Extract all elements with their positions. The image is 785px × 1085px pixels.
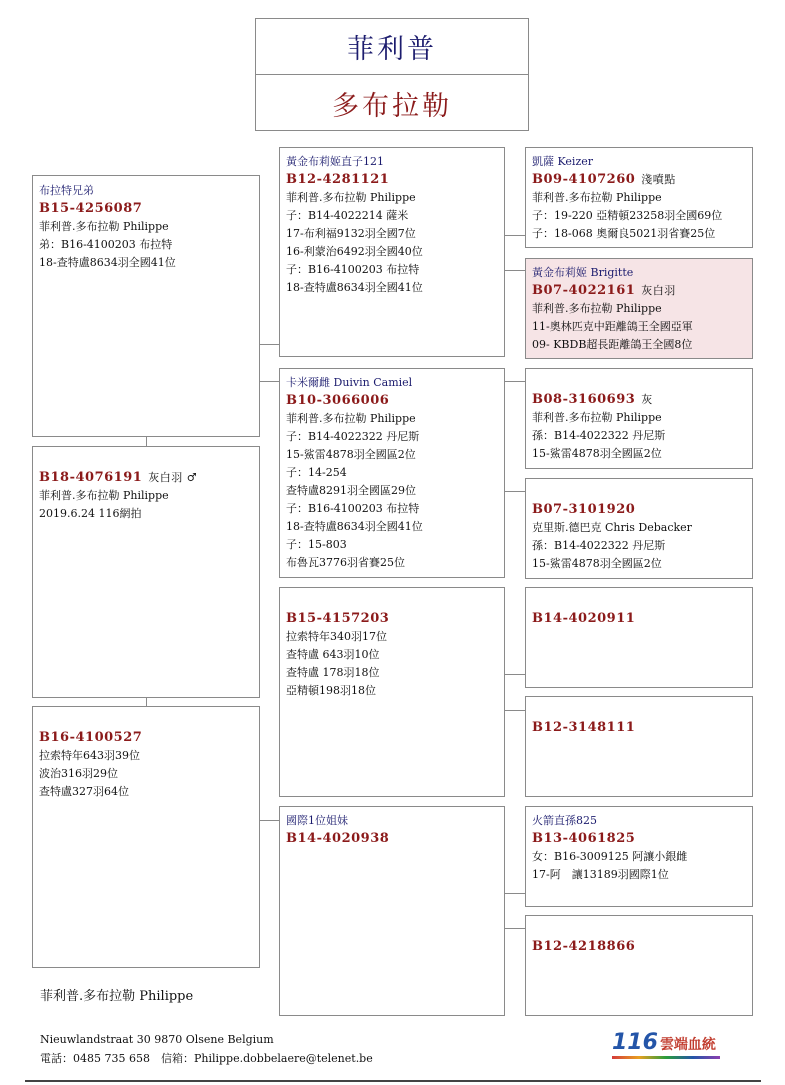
- sire-dam-line: 布魯瓦3776羽省賽25位: [286, 556, 405, 569]
- sire-dam-line: 菲利普.多布拉勒 Philippe: [286, 412, 416, 425]
- sire-line: 17-布利福9132羽全國7位: [286, 227, 416, 240]
- sibling-line: 弟：B16-4100203 布拉特: [39, 238, 173, 251]
- sire-dam-line: 子：B16-4100203 布拉特: [286, 502, 420, 515]
- dam-sire-ring: B15-4157203: [286, 611, 390, 626]
- sire-label: 黃金布莉姬直子121: [286, 155, 384, 168]
- grand-ring-number: B09-4107260: [532, 172, 636, 187]
- sire-dam-line: 子：14-254: [286, 466, 347, 479]
- sire-dam-line: 18-查特盧8634羽全國41位: [286, 520, 423, 533]
- connector-line: [505, 710, 525, 711]
- connector-line: [505, 928, 525, 929]
- title-box: [255, 18, 529, 131]
- grand-box-3: [525, 368, 753, 469]
- grand-line: 孫：B14-4022322 丹尼斯: [532, 429, 666, 442]
- sire-line: 18-查特盧8634羽全國41位: [286, 281, 423, 294]
- connector-line: [505, 491, 525, 492]
- subject-line: 菲利普.多布拉勒 Philippe: [39, 489, 169, 502]
- contact: 電話：0485 735 658 信箱：Philippe.dobbelaere@telenet.be: [40, 1052, 373, 1065]
- dam-box: [32, 706, 260, 968]
- grand-ring: B07-3101920: [532, 502, 636, 517]
- grand-line: 孫：B14-4022322 丹尼斯: [532, 539, 666, 552]
- connector-line: [146, 698, 147, 706]
- sibling-box: [32, 175, 260, 437]
- logo-underline: [612, 1056, 720, 1059]
- subject-box: [32, 446, 260, 698]
- sire-dam-label: 卡米爾雌 Duivin Camiel: [286, 376, 413, 389]
- sire-line: 子：B14-4022214 薩米: [286, 209, 409, 222]
- dam-line: 波治316羽29位: [39, 767, 118, 780]
- sibling-label: 布拉特兄弟: [39, 184, 94, 197]
- logo-number: 116: [612, 1030, 658, 1055]
- sire-dam-line: 15-鯊雷4878羽全國區2位: [286, 448, 416, 461]
- grand-line: 17-阿 讓13189羽國際1位: [532, 868, 669, 881]
- grand-line: 克里斯.德巴克 Chris Debacker: [532, 521, 692, 534]
- dam-sire-box: [279, 587, 505, 797]
- sire-dam-box: [279, 368, 505, 578]
- title-top: 菲利普: [256, 19, 528, 75]
- dam-sire-line: 查特盧 178羽18位: [286, 666, 380, 679]
- grand-box-8: [525, 915, 753, 1016]
- grand-ring-number: B07-4022161: [532, 283, 636, 298]
- owner-name: 菲利普.多布拉勒 Philippe: [40, 989, 194, 1004]
- grand-box-2: [525, 258, 753, 359]
- grand-label: 凱薩 Keizer: [532, 155, 594, 168]
- dam-sire-line: 亞精頓198羽18位: [286, 684, 376, 697]
- grand-line: 15-鯊雷4878羽全國區2位: [532, 557, 662, 570]
- grand-ring-number: B08-3160693: [532, 392, 636, 407]
- grand-box-7: [525, 806, 753, 907]
- sire-dam-line: 子：B14-4022322 丹尼斯: [286, 430, 420, 443]
- sire-dam-ring: B10-3066006: [286, 393, 390, 408]
- sibling-line: 18-查特盧8634羽全國41位: [39, 256, 176, 269]
- subject-suffix: 灰白羽 ♂: [148, 471, 198, 484]
- grand-line: 菲利普.多布拉勒 Philippe: [532, 411, 662, 424]
- address: Nieuwlandstraat 30 9870 Olsene Belgium: [40, 1033, 274, 1046]
- connector-line: [146, 437, 147, 446]
- grand-ring: [532, 391, 746, 409]
- subject-line: 2019.6.24 116網拍: [39, 507, 142, 520]
- dam-sire-line: 查特盧 643羽10位: [286, 648, 380, 661]
- dam-line: 查特盧327羽64位: [39, 785, 129, 798]
- connector-line: [260, 381, 279, 382]
- subject-ring: [39, 469, 253, 487]
- subject-ring-number: B18-4076191: [39, 470, 143, 485]
- connector-line: [260, 344, 279, 345]
- connector-line: [505, 893, 525, 894]
- sire-dam-line: 子：15-803: [286, 538, 347, 551]
- sire-dam-line: 查特盧8291羽全國區29位: [286, 484, 416, 497]
- dam-dam-box: [279, 806, 505, 1016]
- sire-line: 16-利蒙治6492羽全國40位: [286, 245, 423, 258]
- grand-label: 黃金布莉姬 Brigitte: [532, 266, 634, 279]
- connector-line: [260, 820, 279, 821]
- grand-line: 女：B16-3009125 阿讓小銀雌: [532, 850, 688, 863]
- sire-line: 菲利普.多布拉勒 Philippe: [286, 191, 416, 204]
- grand-box-1: [525, 147, 753, 248]
- grand-ring: [532, 282, 746, 300]
- grand-ring: B12-4218866: [532, 939, 636, 954]
- grand-ring: B14-4020911: [532, 611, 636, 626]
- grand-label: 火箭直孫825: [532, 814, 597, 827]
- logo-text: 雲端血統: [659, 1037, 716, 1053]
- dam-ring: B16-4100527: [39, 730, 143, 745]
- grand-ring: B12-3148111: [532, 720, 636, 735]
- connector-line: [505, 381, 525, 382]
- connector-line: [505, 270, 525, 271]
- grand-line: 15-鯊雷4878羽全國區2位: [532, 447, 662, 460]
- grand-ring: B13-4061825: [532, 831, 636, 846]
- grand-suffix: 灰白羽: [641, 284, 676, 297]
- grand-suffix: 灰: [641, 393, 653, 406]
- connector-line: [505, 674, 525, 675]
- grand-line: 菲利普.多布拉勒 Philippe: [532, 302, 662, 315]
- grand-line: 子：19-220 亞精頓23258羽全國69位: [532, 209, 723, 222]
- grand-box-6: [525, 696, 753, 797]
- dam-dam-label: 國際1位姐妹: [286, 814, 348, 827]
- grand-box-5: [525, 587, 753, 688]
- title-bottom: 多布拉勒: [332, 90, 452, 122]
- sire-box: [279, 147, 505, 357]
- grand-line: 11-奧林匹克中距離鴿王全國亞軍: [532, 320, 693, 333]
- grand-suffix: 淺噴點: [641, 173, 676, 186]
- grand-line: 09- KBDB超長距離鴿王全國8位: [532, 338, 693, 351]
- sibling-line: 菲利普.多布拉勒 Philippe: [39, 220, 169, 233]
- dam-line: 拉索特年643羽39位: [39, 749, 140, 762]
- sire-ring: B12-4281121: [286, 172, 390, 187]
- bottom-rule: [25, 1080, 761, 1082]
- sire-line: 子：B16-4100203 布拉特: [286, 263, 420, 276]
- grand-line: 菲利普.多布拉勒 Philippe: [532, 191, 662, 204]
- logo: [612, 1030, 716, 1055]
- dam-dam-ring: B14-4020938: [286, 831, 390, 846]
- grand-line: 子：18-068 奧爾良5021羽省賽25位: [532, 227, 716, 240]
- connector-line: [505, 235, 525, 236]
- dam-sire-line: 拉索特年340羽17位: [286, 630, 387, 643]
- sibling-ring: B15-4256087: [39, 201, 143, 216]
- grand-ring: [532, 171, 746, 189]
- grand-box-4: [525, 478, 753, 579]
